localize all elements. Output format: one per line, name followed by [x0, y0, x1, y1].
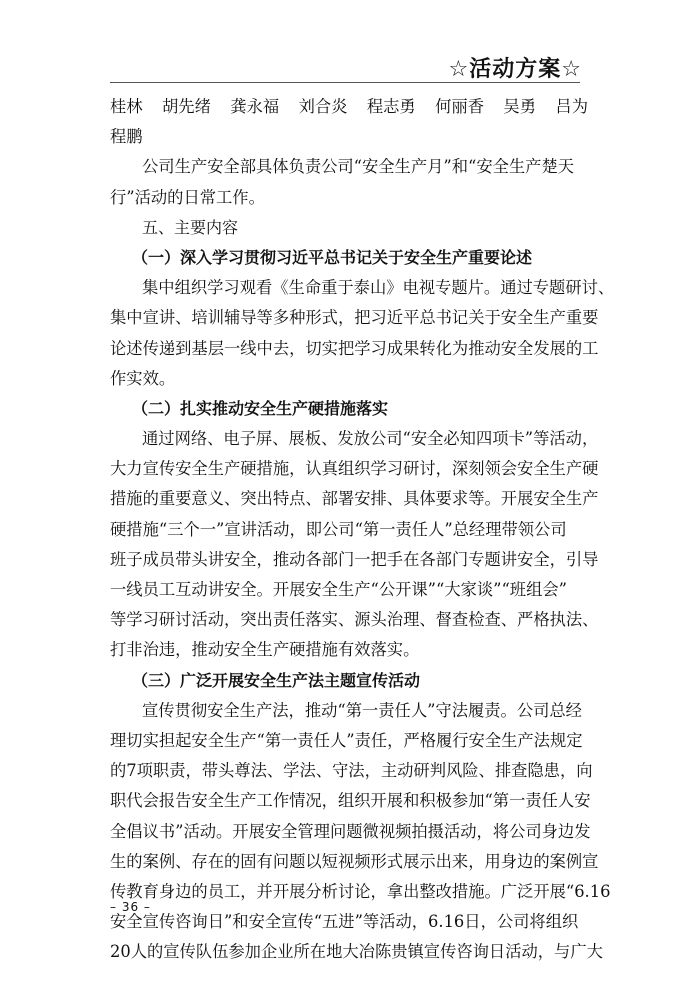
name-item: 刘合炎 [298, 97, 348, 116]
text-line: 行”活动的日常工作。 [110, 187, 265, 207]
text-line: 全倡议书”活动。开展安全管理问题微视频拍摄活动，将公司身边发 [110, 821, 591, 841]
text-line: 大力宣传安全生产硬措施，认真组织学习研讨，深刻领会安全生产硬 [110, 459, 599, 479]
text-line: 打非治违，推动安全生产硬措施有效落实。 [110, 640, 420, 660]
name-item: 程志勇 [366, 97, 416, 116]
subsection-heading: （一）深入学习贯彻习近平总书记关于安全生产重要论述 [132, 247, 533, 267]
document-body [110, 92, 615, 967]
names-list [110, 92, 588, 122]
page-number: – 36 – [110, 900, 151, 914]
text-line: 20人的宣传队伍参加企业所在地大冶陈贵镇宣传咨询日活动，与广大 [110, 942, 603, 962]
name-item: 吴勇 [503, 97, 536, 116]
name-item: 胡先绪 [162, 97, 211, 116]
text-line: 理切实担起安全生产“第一责任人”责任，严格履行安全生产法规定 [110, 730, 583, 750]
text-line: 班子成员带头讲安全，推动各部门一把手在各部门专题讲安全，引导 [110, 549, 599, 569]
text-line: 通过网络、电子屏、展板、发放公司“安全必知四项卡”等活动， [142, 429, 599, 449]
header-divider [110, 82, 580, 83]
name-item: 桂林 [110, 97, 143, 116]
text-line: 论述传递到基层一线中去，切实把学习成果转化为推动安全发展的工 [110, 338, 599, 358]
name-item: 何丽香 [435, 97, 484, 116]
text-line: 一线员工互动讲安全。开展安全生产“公开课”“大家谈”“班组会” [110, 580, 567, 599]
text-line: 安全宣传咨询日”和安全宣传“五进”等活动，6.16日，公司将组织 [110, 912, 579, 932]
text-line: 的7项职责，带头尊法、学法、守法，主动研判风险、排查隐患，向 [110, 761, 593, 781]
text-line: 公司生产安全部具体负责公司“安全生产月”和“安全生产楚天 [142, 157, 575, 177]
text-line: 宣传贯彻安全生产法，推动“第一责任人”守法履责。公司总经 [142, 700, 582, 720]
text-line: 集中宣讲、培训辅导等多种形式，把习近平总书记关于安全生产重要 [110, 308, 599, 328]
text-line: 硬措施“三个一”宣讲活动，即公司“第一责任人”总经理带领公司 [110, 519, 567, 539]
text-line: 程鹏 [110, 127, 143, 147]
text-line: 集中组织学习观看《生命重于泰山》电视专题片。通过专题研讨、 [142, 278, 615, 298]
text-line: 传教育身边的员工，并开展分析讨论，拿出整改措施。广泛开展“6.16 [110, 881, 611, 901]
page-header-title: ☆活动方案☆ [448, 57, 582, 82]
text-line: 措施的重要意义、突出特点、部署安排、具体要求等。开展安全生产 [110, 489, 599, 509]
name-item: 龚永福 [230, 97, 280, 116]
subsection-heading: （二）扎实推动安全生产硬措施落实 [132, 398, 389, 418]
section-heading: 五、主要内容 [142, 217, 239, 237]
text-line: 等学习研讨活动，突出责任落实、源头治理、督查检查、严格执法、 [110, 610, 599, 630]
text-line: 生的案例、存在的固有问题以短视频形式展示出来，用身边的案例宣 [110, 851, 599, 871]
text-line: 作实效。 [110, 368, 176, 388]
subsection-heading: （三）广泛开展安全生产法主题宣传活动 [132, 670, 421, 690]
text-line: 职代会报告安全生产工作情况，组织开展和积极参加“第一责任人安 [110, 791, 591, 811]
name-item: 吕为 [555, 97, 588, 116]
